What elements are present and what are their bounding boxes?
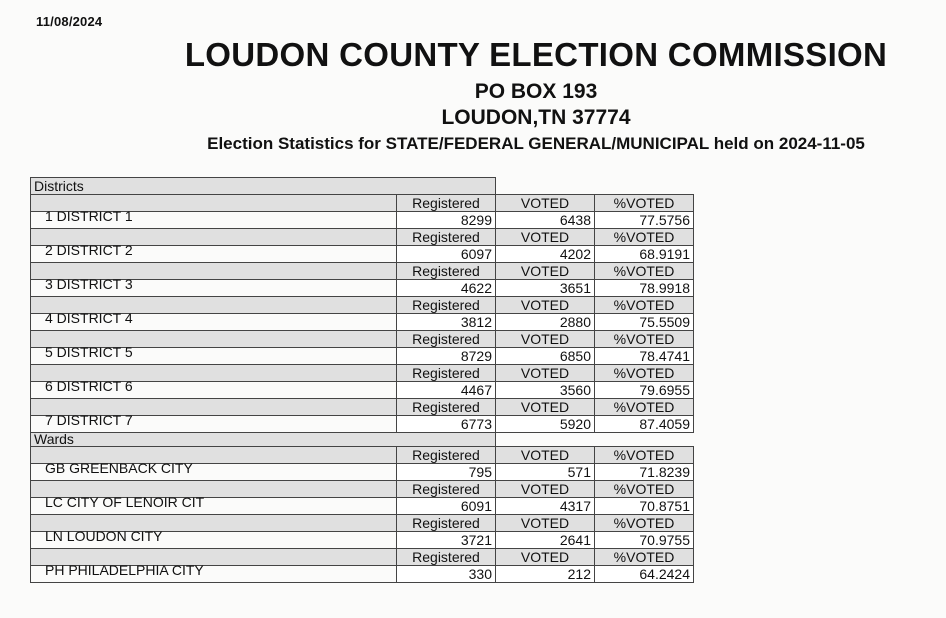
registered-value: 4467 — [396, 381, 496, 399]
voted-header: VOTED — [495, 446, 595, 464]
registered-value: 3721 — [396, 531, 496, 549]
voted-value: 6438 — [495, 211, 595, 229]
registered-value: 8729 — [396, 347, 496, 365]
precinct-name: GB GREENBACK CITY — [30, 463, 397, 481]
row-spacer — [30, 364, 397, 382]
registered-header: Registered — [396, 194, 496, 212]
voted-header: VOTED — [495, 228, 595, 246]
voted-value: 2641 — [495, 531, 595, 549]
row-spacer — [30, 480, 397, 498]
registered-header: Registered — [396, 262, 496, 280]
voted-value: 5920 — [495, 415, 595, 433]
registered-header: Registered — [396, 330, 496, 348]
voted-value: 4317 — [495, 497, 595, 515]
registered-header: Registered — [396, 514, 496, 532]
pct-voted-header: %VOTED — [594, 446, 694, 464]
pct-voted-value: 70.9755 — [594, 531, 694, 549]
pct-voted-header: %VOTED — [594, 262, 694, 280]
precinct-name: 6 DISTRICT 6 — [30, 381, 397, 399]
pct-voted-value: 75.5509 — [594, 313, 694, 331]
row-spacer — [30, 194, 397, 212]
pct-voted-value: 78.4741 — [594, 347, 694, 365]
voted-value: 6850 — [495, 347, 595, 365]
pct-voted-header: %VOTED — [594, 480, 694, 498]
registered-value: 6097 — [396, 245, 496, 263]
pct-voted-value: 87.4059 — [594, 415, 694, 433]
row-spacer — [30, 330, 397, 348]
pct-voted-header: %VOTED — [594, 228, 694, 246]
registered-header: Registered — [396, 228, 496, 246]
pct-voted-header: %VOTED — [594, 296, 694, 314]
voted-value: 4202 — [495, 245, 595, 263]
pct-voted-value: 77.5756 — [594, 211, 694, 229]
registered-value: 330 — [396, 565, 496, 583]
registered-value: 4622 — [396, 279, 496, 297]
voted-value: 2880 — [495, 313, 595, 331]
pct-voted-header: %VOTED — [594, 548, 694, 566]
row-spacer — [30, 446, 397, 464]
voted-header: VOTED — [495, 398, 595, 416]
pct-voted-value: 71.8239 — [594, 463, 694, 481]
row-spacer — [30, 548, 397, 566]
registered-value: 795 — [396, 463, 496, 481]
precinct-name: LC CITY OF LENOIR CIT — [30, 497, 397, 515]
registered-value: 6773 — [396, 415, 496, 433]
report-subtitle: Election Statistics for STATE/FEDERAL GENERAL/MUNICIPAL held on 2024-11-05 — [207, 134, 865, 153]
registered-header: Registered — [396, 296, 496, 314]
registered-header: Registered — [396, 364, 496, 382]
pct-voted-header: %VOTED — [594, 398, 694, 416]
precinct-name: LN LOUDON CITY — [30, 531, 397, 549]
registered-value: 3812 — [396, 313, 496, 331]
section-header: Districts — [30, 177, 496, 195]
precinct-name: PH PHILADELPHIA CITY — [30, 565, 397, 583]
voted-value: 212 — [495, 565, 595, 583]
registered-header: Registered — [396, 548, 496, 566]
voted-value: 3560 — [495, 381, 595, 399]
precinct-name: 7 DISTRICT 7 — [30, 415, 397, 433]
voted-value: 571 — [495, 463, 595, 481]
address-po-box: PO BOX 193 — [474, 80, 598, 103]
page-title: LOUDON COUNTY ELECTION COMMISSION — [184, 36, 888, 73]
voted-header: VOTED — [495, 194, 595, 212]
pct-voted-header: %VOTED — [594, 364, 694, 382]
registered-value: 8299 — [396, 211, 496, 229]
registered-header: Registered — [396, 446, 496, 464]
row-spacer — [30, 514, 397, 532]
voted-header: VOTED — [495, 330, 595, 348]
section-header: Wards — [30, 432, 496, 447]
address-city-state-zip: LOUDON,TN 37774 — [441, 106, 631, 129]
pct-voted-value: 64.2424 — [594, 565, 694, 583]
registered-value: 6091 — [396, 497, 496, 515]
pct-voted-value: 78.9918 — [594, 279, 694, 297]
report-date: 11/08/2024 — [36, 14, 103, 29]
pct-voted-value: 70.8751 — [594, 497, 694, 515]
voted-header: VOTED — [495, 548, 595, 566]
pct-voted-header: %VOTED — [594, 194, 694, 212]
precinct-name: 3 DISTRICT 3 — [30, 279, 397, 297]
pct-voted-header: %VOTED — [594, 330, 694, 348]
voted-header: VOTED — [495, 262, 595, 280]
voted-header: VOTED — [495, 364, 595, 382]
precinct-name: 4 DISTRICT 4 — [30, 313, 397, 331]
voted-value: 3651 — [495, 279, 595, 297]
precinct-name: 1 DISTRICT 1 — [30, 211, 397, 229]
row-spacer — [30, 228, 397, 246]
registered-header: Registered — [396, 398, 496, 416]
registered-header: Registered — [396, 480, 496, 498]
voted-header: VOTED — [495, 480, 595, 498]
row-spacer — [30, 296, 397, 314]
row-spacer — [30, 262, 397, 280]
row-spacer — [30, 398, 397, 416]
precinct-name: 2 DISTRICT 2 — [30, 245, 397, 263]
precinct-name: 5 DISTRICT 5 — [30, 347, 397, 365]
pct-voted-header: %VOTED — [594, 514, 694, 532]
voted-header: VOTED — [495, 514, 595, 532]
pct-voted-value: 79.6955 — [594, 381, 694, 399]
pct-voted-value: 68.9191 — [594, 245, 694, 263]
voted-header: VOTED — [495, 296, 595, 314]
